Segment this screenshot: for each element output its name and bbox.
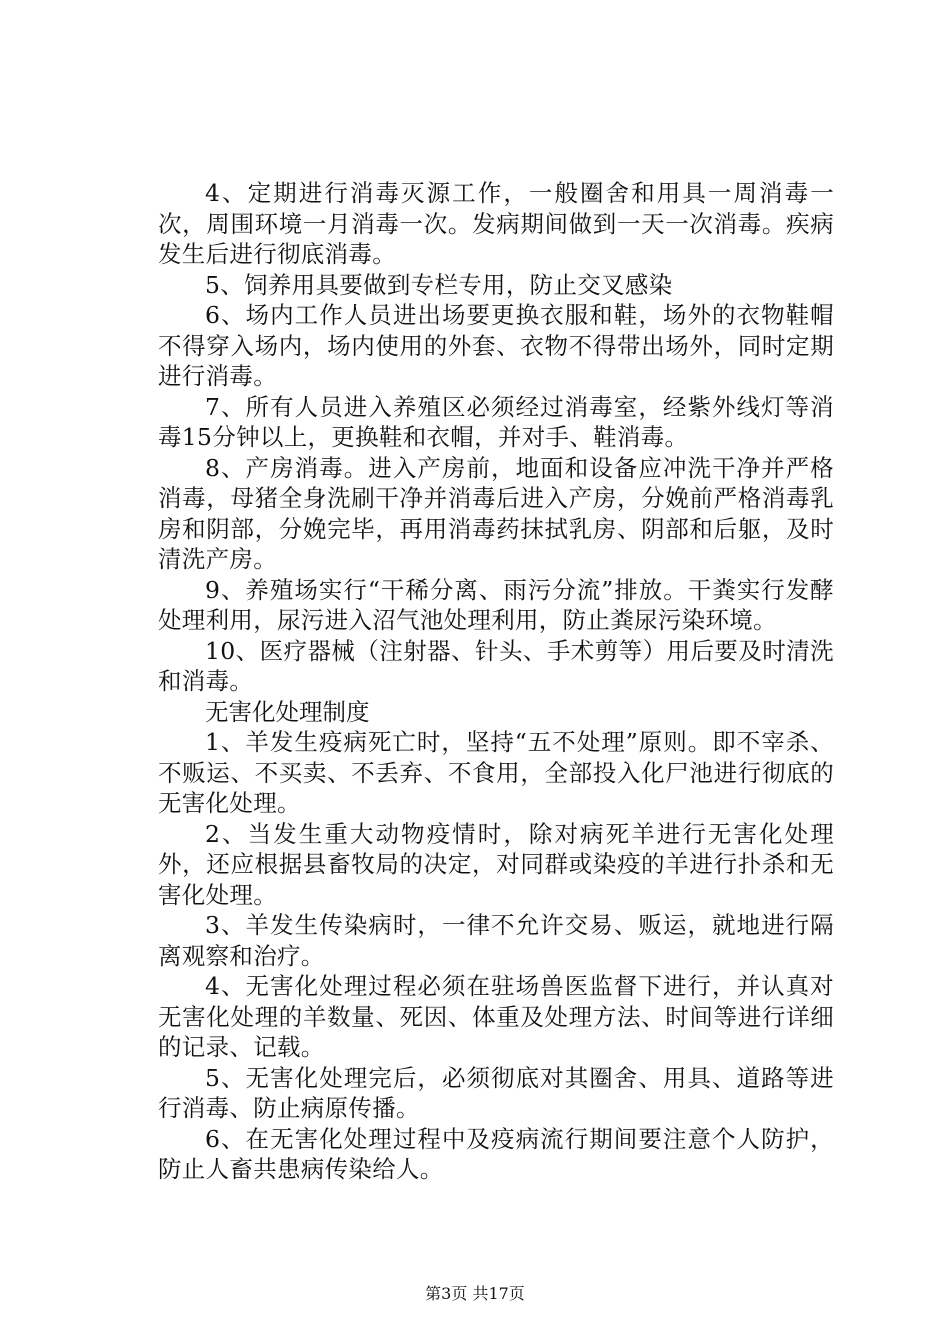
page-footer: 第3页 共17页	[425, 1284, 525, 1303]
paragraph-disinfection-5: 5、饲养用具要做到专栏专用，防止交叉感染	[205, 270, 673, 299]
paragraph-harmless-4: 4、无害化处理过程必须在驻场兽医监督下进行，并认真对无害化处理的羊数量、死因、体重及处理方法、时间等进行详细的记录、记载。	[158, 972, 834, 1061]
paragraph-harmless-5: 5、无害化处理完后，必须彻底对其圈舍、用具、道路等进行消毒、防止病原传播。	[158, 1063, 834, 1122]
paragraph-disinfection-7: 7、所有人员进入养殖区必须经过消毒室，经紫外线灯等消毒15分钟以上，更换鞋和衣帽，并对手、鞋消毒。	[158, 392, 834, 451]
paragraph-disinfection-6: 6、场内工作人员进出场要更换衣服和鞋，场外的衣物鞋帽不得穿入场内，场内使用的外套、衣物不得带出场外，同时定期进行消毒。	[158, 301, 834, 390]
section-title: 无害化处理制度	[205, 697, 370, 726]
paragraph-harmless-3: 3、羊发生传染病时，一律不允许交易、贩运，就地进行隔离观察和治疗。	[158, 911, 834, 970]
paragraph-disinfection-9: 9、养殖场实行“干稀分离、雨污分流”排放。干粪实行发酵处理利用，尿污进入沼气池处理利用，防止粪尿污染环境。	[158, 575, 834, 634]
paragraph-disinfection-8: 8、产房消毒。进入产房前，地面和设备应冲洗干净并严格消毒，母猪全身洗刷干净并消毒后进入产房，分娩前严格消毒乳房和阴部，分娩完毕，再用消毒药抹拭乳房、阴部和后躯，及时清洗产房。	[158, 453, 834, 573]
paragraph-harmless-2: 2、当发生重大动物疫情时，除对病死羊进行无害化处理外，还应根据县畜牧局的决定，对同群或染疫的羊进行扑杀和无害化处理。	[158, 819, 834, 909]
paragraph-harmless-6: 6、在无害化处理过程中及疫病流行期间要注意个人防护，防止人畜共患病传染给人。	[158, 1124, 834, 1183]
document-body	[158, 178, 834, 1185]
paragraph-disinfection-4: 4、定期进行消毒灭源工作，一般圈舍和用具一周消毒一次，周围环境一月消毒一次。发病期间做到一天一次消毒。疾病发生后进行彻底消毒。	[158, 179, 834, 268]
paragraph-harmless-1: 1、羊发生疫病死亡时，坚持“五不处理”原则。即不宰杀、不贩运、不买卖、不丢弃、不食用，全部投入化尸池进行彻底的无害化处理。	[158, 728, 834, 817]
paragraph-disinfection-10: 10、医疗器械（注射器、针头、手术剪等）用后要及时清洗和消毒。	[158, 636, 834, 695]
